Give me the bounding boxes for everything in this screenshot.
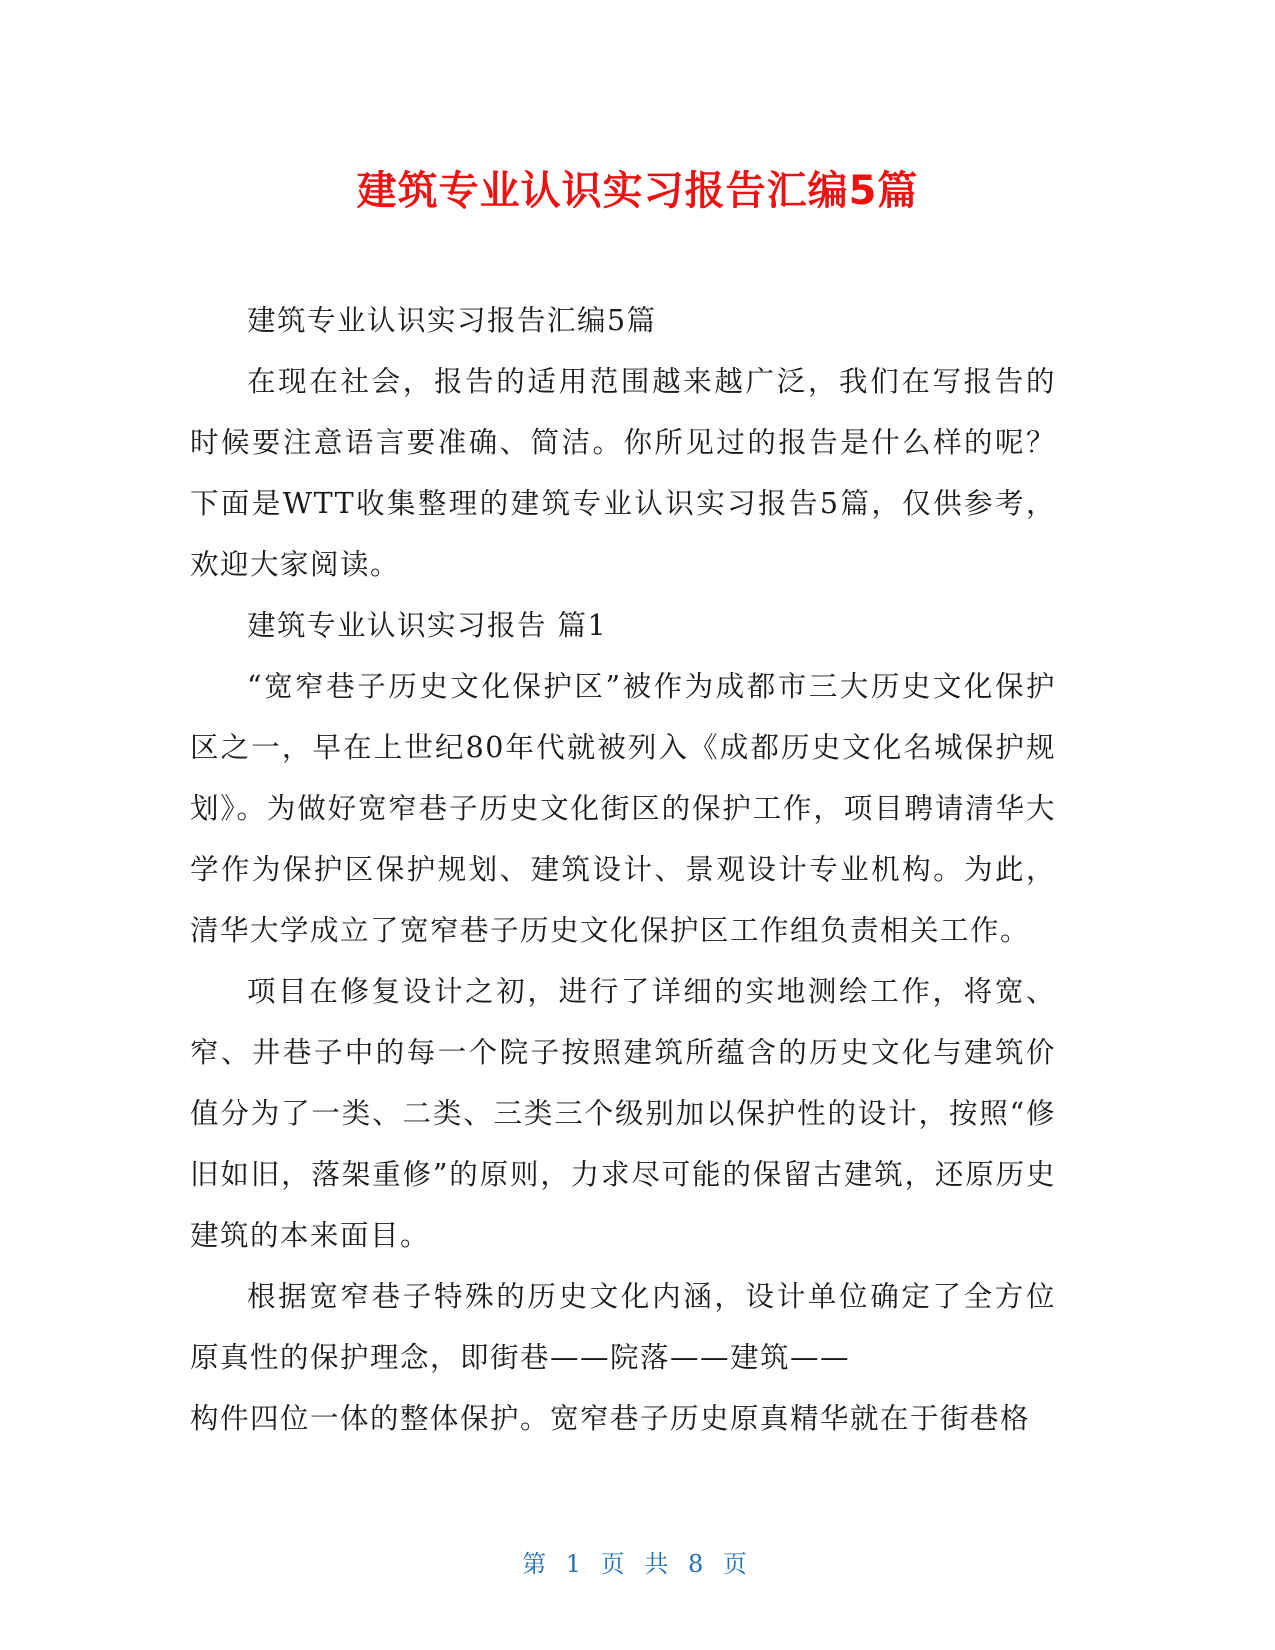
footer-current-page: 1 xyxy=(565,1550,588,1578)
paragraph-body: 根据宽窄巷子特殊的历史文化内涵，设计单位确定了全方位原真性的保护理念，即街巷——院落——建筑—— xyxy=(190,1280,1056,1374)
paragraph-body-continued: 构件四位一体的整体保护。宽窄巷子历史原真精华就在于街巷格 xyxy=(190,1402,1031,1435)
page-footer xyxy=(0,1544,1275,1579)
paragraph-subtitle: 建筑专业认识实习报告汇编5篇 xyxy=(247,304,657,337)
footer-page-label: 第 xyxy=(522,1550,553,1578)
footer-total-label: 共 xyxy=(644,1550,675,1578)
footer-total-pages: 8 xyxy=(687,1550,710,1578)
paragraph-body: 项目在修复设计之初，进行了详细的实地测绘工作，将宽、窄、井巷子中的每一个院子按照建筑所蕴含的历史文化与建筑价值分为了一类、二类、三类三个级别加以保护性的设计，按照“修旧如旧，落架重修”的原则，力求尽可能的保留古建筑，还原历史建筑的本来面目。 xyxy=(190,975,1056,1252)
paragraph-body: “宽窄巷子历史文化保护区”被作为成都市三大历史文化保护区之一，早在上世纪80年代就被列入《成都历史文化名城保护规划》。为做好宽窄巷子历史文化街区的保护工作，项目聘请清华大学作为保护区保护规划、建筑设计、景观设计专业机构。为此，清华大学成立了宽窄巷子历史文化保护区工作组负责相关工作。 xyxy=(190,670,1056,947)
footer-page-unit: 页 xyxy=(600,1550,631,1578)
paragraph-intro: 在现在社会，报告的适用范围越来越广泛，我们在写报告的时候要注意语言要准确、简洁。你所见过的报告是什么样的呢？下面是WTT收集整理的建筑专业认识实习报告5篇，仅供参考，欢迎大家阅读。 xyxy=(190,365,1056,581)
footer-total-unit: 页 xyxy=(722,1550,753,1578)
document-body xyxy=(190,290,1056,1449)
section-heading: 建筑专业认识实习报告 篇1 xyxy=(247,609,608,642)
document-title: 建筑专业认识实习报告汇编5篇 xyxy=(356,168,919,214)
